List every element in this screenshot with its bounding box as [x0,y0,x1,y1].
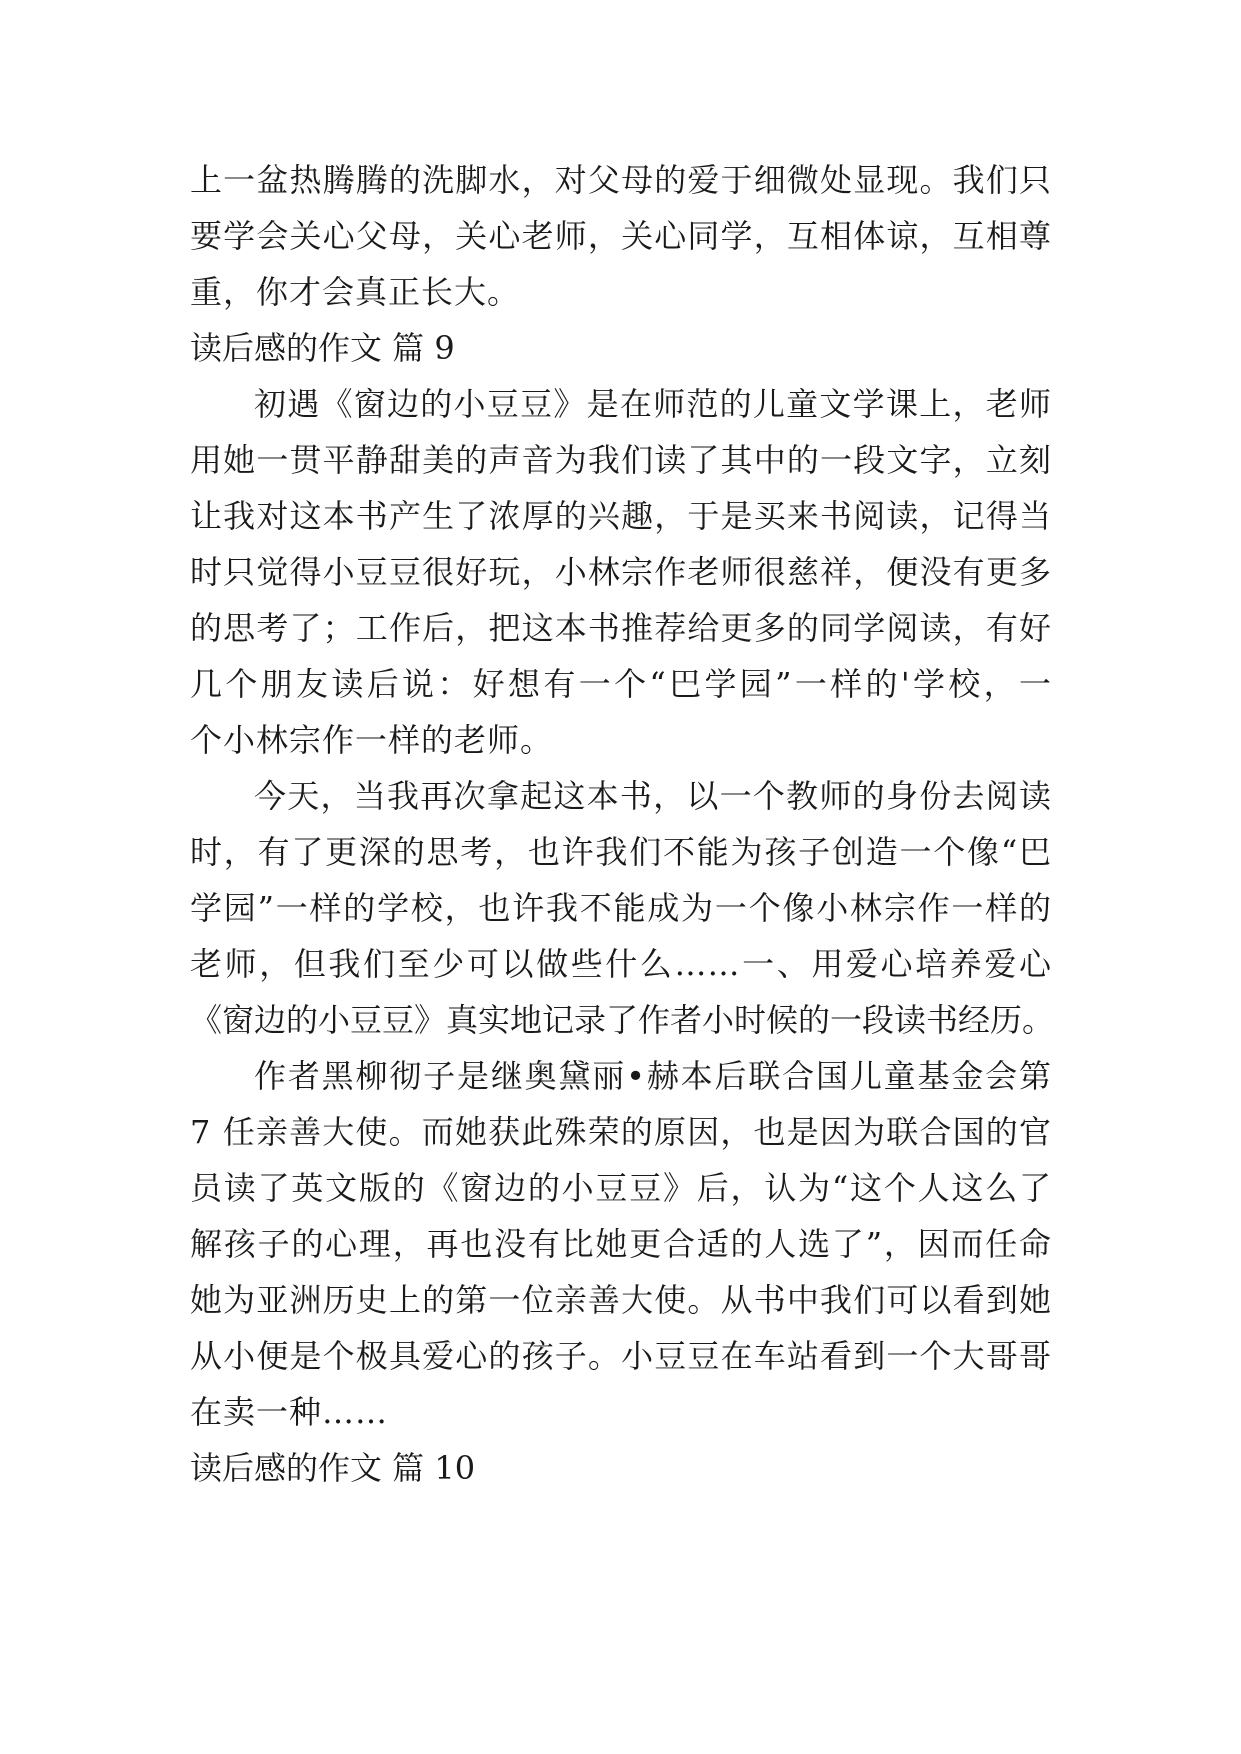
text-line: 她为亚洲历史上的第一位亲善大使。从书中我们可以看到她 [190,1281,1052,1319]
text-line: 重，你才会真正长大。 [190,273,521,311]
text-line: 要学会关心父母，关心老师，关心同学，互相体谅，互相尊 [190,217,1052,255]
section-9-paragraph-2 [190,768,1055,1048]
section-heading-10: 读后感的作文 篇 10 [190,1449,476,1487]
text-line: 用她一贯平静甜美的声音为我们读了其中的一段文字，立刻 [190,441,1052,479]
text-line: 员读了英文版的《窗边的小豆豆》后，认为“这个人这么了 [190,1169,1052,1207]
text-line: 7 任亲善大使。而她获此殊荣的原因，也是因为联合国的官 [190,1113,1052,1151]
text-line: 学园”一样的学校，也许我不能成为一个像小林宗作一样的 [190,889,1052,927]
text-line: 初遇《窗边的小豆豆》是在师范的儿童文学课上，老师 [254,385,1052,423]
text-line: 时，有了更深的思考，也许我们不能为孩子创造一个像“巴 [190,833,1052,871]
text-line: 上一盆热腾腾的洗脚水，对父母的爱于细微处显现。我们只 [190,161,1052,199]
text-line: 在卖一种…… [190,1393,389,1431]
text-line: 解孩子的心理，再也没有比她更合适的人选了”，因而任命 [190,1225,1052,1263]
section-9-paragraph-1 [190,376,1052,768]
text-line: 作者黑柳彻子是继奥黛丽•赫本后联合国儿童基金会第 [254,1057,1052,1095]
text-line: 时只觉得小豆豆很好玩，小林宗作老师很慈祥，便没有更多 [190,553,1052,591]
continued-paragraph [190,152,1052,320]
section-9-paragraph-3 [190,1048,1052,1440]
text-line: 今天，当我再次拿起这本书，以一个教师的身份去阅读 [254,777,1052,815]
text-line: 的思考了；工作后，把这本书推荐给更多的同学阅读，有好 [190,609,1052,647]
text-line: 老师，但我们至少可以做些什么……一、用爱心培养爱心 [190,945,1052,983]
text-line: 个小林宗作一样的老师。 [190,721,554,759]
text-line: 几个朋友读后说：好想有一个“巴学园”一样的'学校，一 [190,665,1052,703]
section-heading-9: 读后感的作文 篇 9 [190,329,455,367]
document-body [190,152,1055,1496]
text-line: 《窗边的小豆豆》真实地记录了作者小时候的一段读书经历。 [190,1001,1055,1039]
text-line: 从小便是个极具爱心的孩子。小豆豆在车站看到一个大哥哥 [190,1337,1052,1375]
text-line: 让我对这本书产生了浓厚的兴趣，于是买来书阅读，记得当 [190,497,1052,535]
